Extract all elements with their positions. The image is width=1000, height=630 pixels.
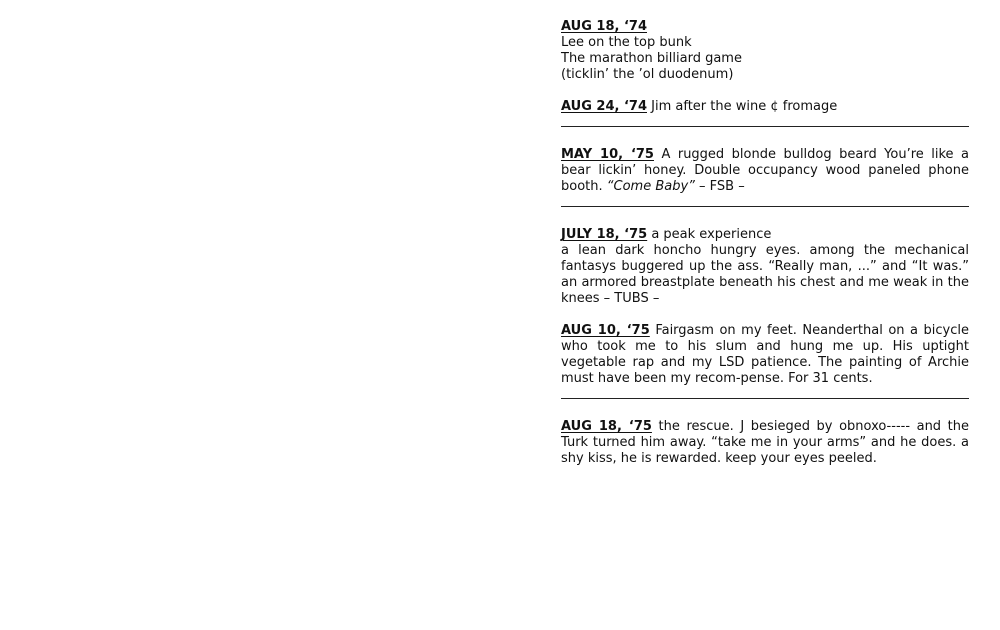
journal-entry <box>561 227 969 307</box>
spacer <box>561 207 969 227</box>
journal-entry <box>561 19 969 83</box>
journal-entry <box>561 99 969 115</box>
entry-line: The marathon billiard game <box>561 51 742 66</box>
entry-body: Fairgasm on my feet. Neanderthal on a bicycle who took me to his slum and hung me up. His uptight vegetable rap and my LSD patience. The painting of Archie must have been my recom-pense. For 31 cents. <box>561 323 969 386</box>
entry-body: A rugged blonde bulldog beard You’re like a bear lickin’ honey. Double occupancy wood paneled phone booth. <box>561 147 969 194</box>
journal-entry <box>561 147 969 195</box>
spacer <box>561 399 969 419</box>
spacer <box>561 387 969 398</box>
entry-body: a peak experience <box>651 227 772 242</box>
spacer <box>561 83 969 99</box>
spacer <box>561 195 969 206</box>
entry-line: Lee on the top bunk <box>561 35 692 50</box>
spacer <box>561 307 969 323</box>
entry-signature: – FSB – <box>699 179 745 194</box>
entry-date: AUG 18, ‘74 <box>561 19 647 34</box>
entry-body: Jim after the wine ¢ fromage <box>651 99 838 114</box>
entry-date: AUG 10, ‘75 <box>561 323 650 338</box>
entry-quote: “Come Baby” <box>606 179 695 194</box>
entry-date: AUG 18, ‘75 <box>561 419 652 434</box>
spacer <box>561 115 969 126</box>
spacer <box>561 127 969 147</box>
entry-text <box>561 19 969 35</box>
journal-column <box>561 19 969 467</box>
entry-line: (ticklin’ the ’ol duodenum) <box>561 67 734 82</box>
entry-text <box>561 147 969 195</box>
journal-entry <box>561 419 969 467</box>
entry-text <box>561 99 969 115</box>
entry-date: AUG 24, ‘74 <box>561 99 647 114</box>
entry-text <box>561 227 969 243</box>
entry-text <box>561 323 969 387</box>
journal-entry <box>561 323 969 387</box>
entry-body: the rescue. J besieged by obnoxo----- and the Turk turned him away. “take me in your arms” and he does. a shy kiss, he is rewarded. keep your eyes peeled. <box>561 419 969 466</box>
entry-body: a lean dark honcho hungry eyes. among the mechanical fantasys buggered up the ass. “Really man, ...” and “It was.” an armored breastplate beneath his chest and me weak in the knees – TUBS – <box>561 243 969 306</box>
entry-date: JULY 18, ‘75 <box>561 227 648 242</box>
entry-date: MAY 10, ‘75 <box>561 147 654 162</box>
entry-text <box>561 419 969 467</box>
